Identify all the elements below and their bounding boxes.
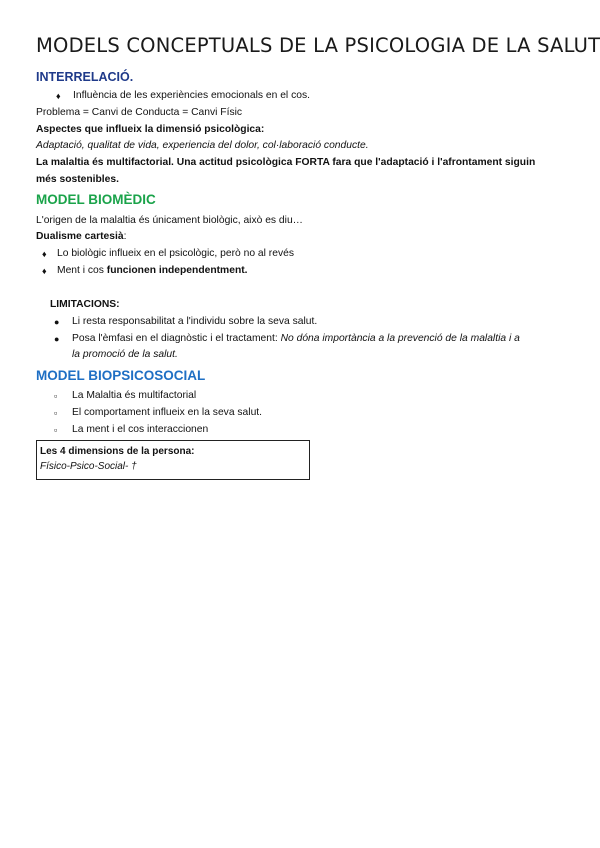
heading-biomedic: MODEL BIOMÈDIC [36, 192, 156, 207]
page-title: MODELS CONCEPTUALS DE LA PSICOLOGIA DE LA SALUT [36, 34, 600, 57]
limitacions-label: LIMITACIONS: [50, 299, 120, 310]
dimensions-box-title: Les 4 dimensions de la persona: [40, 446, 195, 457]
dualisme-line [36, 230, 126, 244]
biomedic-bullet-2-part-a: Ment i cos [57, 265, 107, 276]
problema-line: Problema = Canvi de Conducta = Canvi Físic [36, 107, 243, 118]
limitacio-2-part-a: Posa l'èmfasi en el diagnòstic i el tractament: [72, 333, 281, 344]
origen-line: L'origen de la malaltia és únicament biològic, això es diu… [36, 215, 303, 226]
biomedic-bullet-2 [57, 264, 248, 278]
limitacio-2-continued: la promoció de la salut. [72, 349, 178, 360]
circle-bullet-icon: ● [54, 334, 60, 344]
biopsicosocial-item-3: La ment i el cos interaccionen [72, 424, 209, 435]
dimensions-box [36, 440, 310, 480]
diamond-bullet-icon: ♦ [42, 249, 47, 259]
aspectes-text: Adaptació, qualitat de vida, experiencia del dolor, col·laboració conducte. [36, 140, 369, 151]
square-bullet-icon: ▫ [54, 408, 58, 418]
biopsicosocial-item-2: El comportament influeix en la seva salut. [72, 407, 263, 418]
limitacio-1: Li resta responsabilitat a l'individu sobre la seva salut. [72, 316, 318, 327]
malaltia-line-1: La malaltia és multifactorial. Una actitud psicològica FORTA fara que l'adaptació i l'afrontament siguin [36, 157, 536, 168]
dualisme-colon: : [123, 231, 127, 242]
aspectes-label: Aspectes que influeix la dimensió psicològica: [36, 124, 265, 135]
limitacio-2 [72, 332, 520, 346]
heading-biopsicosocial: MODEL BIOPSICOSOCIAL [36, 368, 206, 383]
diamond-bullet-icon: ♦ [56, 91, 61, 101]
biopsicosocial-item-1: La Malaltia és multifactorial [72, 390, 197, 401]
circle-bullet-icon: ● [54, 317, 60, 327]
dimensions-box-text: Físico-Psico-Social- † [40, 461, 137, 472]
square-bullet-icon: ▫ [54, 425, 58, 435]
square-bullet-icon: ▫ [54, 391, 58, 401]
biomedic-bullet-1: Lo biològic influeix en el psicològic, però no al revés [57, 248, 294, 259]
biomedic-bullet-2-part-b: funcionen independentment. [106, 265, 248, 276]
dualisme-label: Dualisme cartesià [36, 231, 124, 242]
malaltia-line-2: més sostenibles. [36, 174, 119, 185]
interrelacio-bullet: Influència de les experiències emocionals en el cos. [73, 90, 310, 101]
heading-interrelacio: INTERRELACIÓ. [36, 70, 134, 84]
limitacio-2-part-b: No dóna importància a la prevenció de la malaltia i a [280, 333, 520, 344]
diamond-bullet-icon: ♦ [42, 266, 47, 276]
